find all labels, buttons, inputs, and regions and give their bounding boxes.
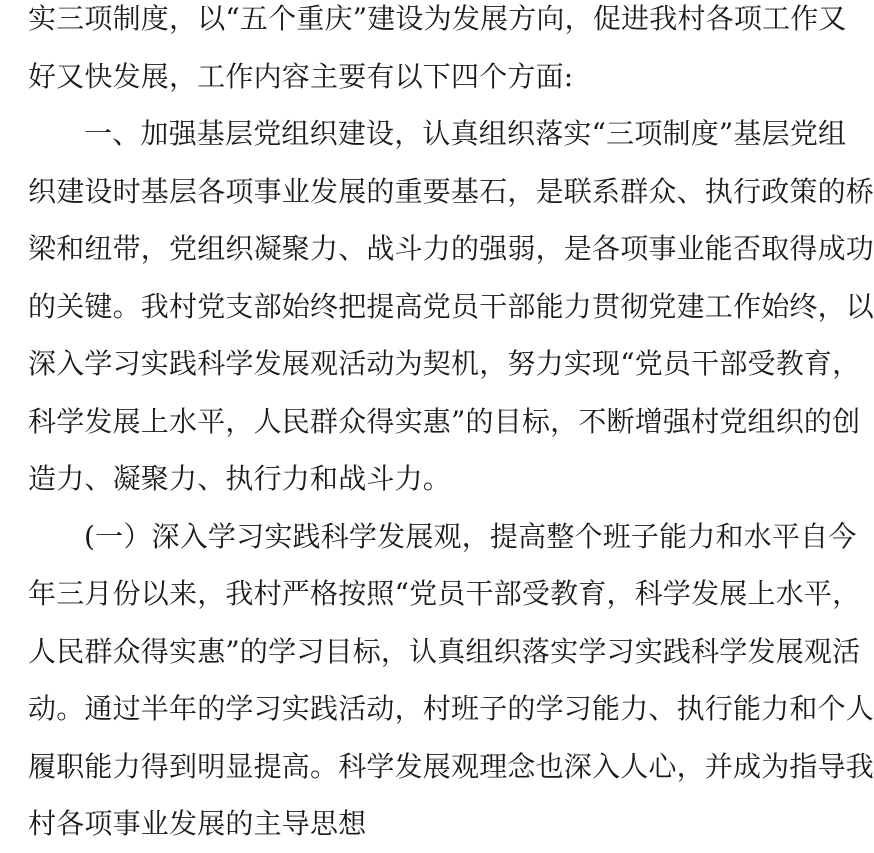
text-line: 动。通过半年的学习实践活动，村班子的学习能力、执行能力和个人 — [28, 692, 874, 725]
text-line: 一、加强基层党组织建设，认真组织落实“三项制度”基层党组 — [84, 117, 847, 150]
text-line: 村各项事业发展的主导思想 — [28, 807, 367, 840]
text-line: 履职能力得到明显提高。科学发展观理念也深入人心，并成为指导我 — [28, 749, 874, 783]
text-line: 好又快发展，工作内容主要有以下四个方面: — [28, 59, 574, 93]
text-line: 的关键。我村党支部始终把提高党员干部能力贯彻党建工作始终，以 — [28, 289, 874, 323]
text-line: 实三项制度，以“五个重庆”建设为发展方向，促进我村各项工作又 — [28, 2, 847, 35]
document-body — [28, 0, 874, 853]
text-line: 科学发展上水平，人民群众得实惠”的目标，不断增强村党组织的创 — [28, 404, 861, 438]
text-line: 造力、凝聚力、执行力和战斗力。 — [28, 462, 452, 495]
text-line: 织建设时基层各项事业发展的重要基石，是联系群众、执行政策的桥 — [28, 174, 874, 208]
text-line: 年三月份以来，我村严格按照“党员干部受教育，科学发展上水平， — [28, 577, 861, 610]
text-line: 人民群众得实惠”的学习目标，认真组织落实学习实践科学发展观活 — [28, 634, 861, 668]
text-line: 深入学习实践科学发展观活动为契机，努力实现“党员干部受教育， — [28, 347, 861, 380]
text-line: (一）深入学习实践科学发展观，提高整个班子能力和水平自今 — [84, 519, 857, 553]
text-line: 梁和纽带，党组织凝聚力、战斗力的强弱，是各项事业能否取得成功 — [28, 232, 874, 265]
